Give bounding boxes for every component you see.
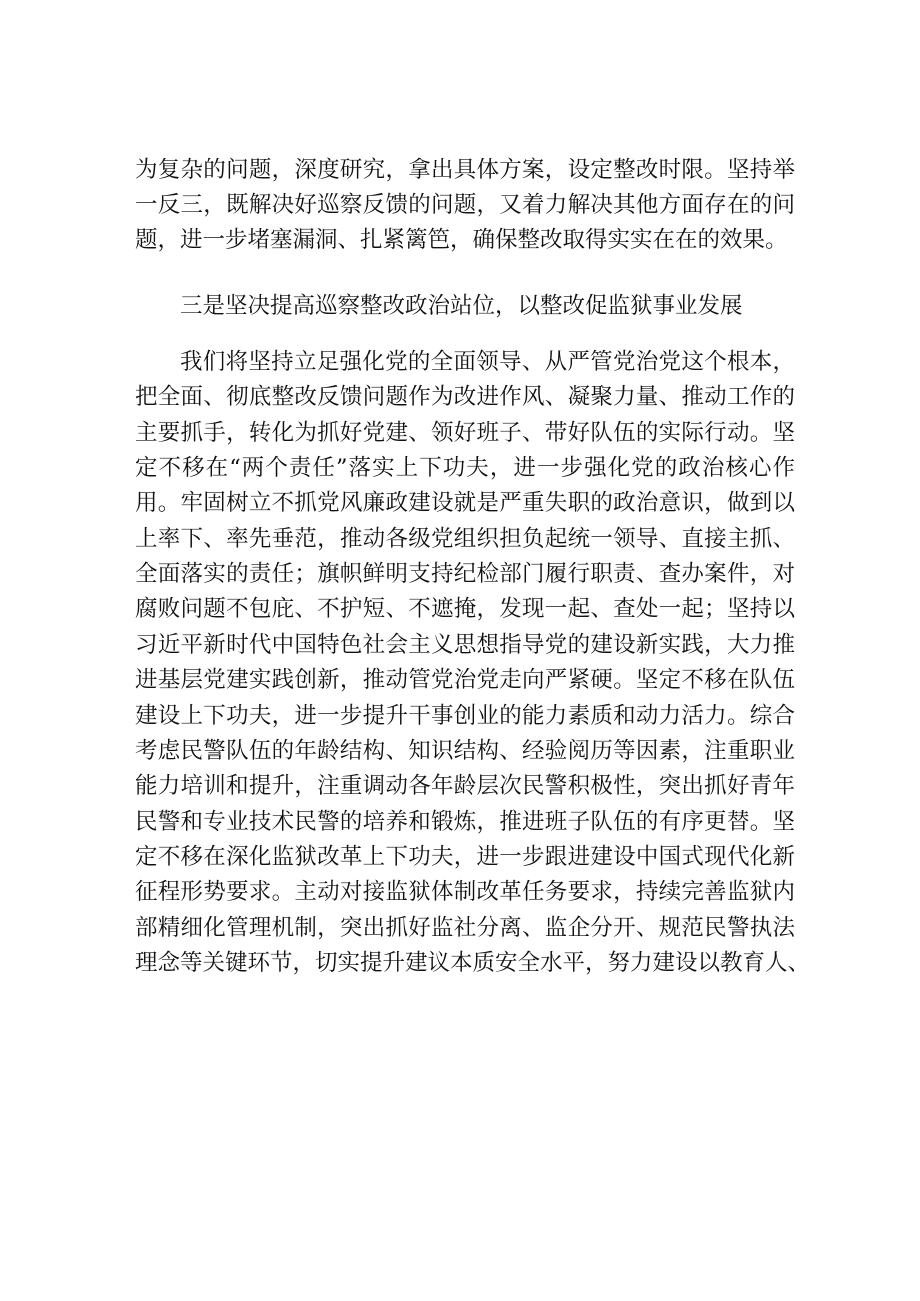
text-line: 理念等关键环节，切实提升建议本质安全水平，努力建设以教育人、 [135, 949, 811, 976]
text-line: 主要抓手，转化为抓好党建、领好班子、带好队伍的实际行动。坚 [135, 419, 795, 446]
text-line: 考虑民警队伍的年龄结构、知识结构、经验阅历等因素，注重职业 [135, 737, 795, 764]
text-line: 为复杂的问题，深度研究，拿出具体方案，设定整改时限。坚持举 [135, 157, 795, 183]
text-line: 全面落实的责任；旗帜鲜明支持纪检部门履行职责、查办案件，对 [135, 561, 795, 588]
text-line: 习近平新时代中国特色社会主义思想指导党的建设新实践，大力推 [135, 631, 795, 658]
text-line: 能力培训和提升，注重调动各年龄层次民警积极性，突出抓好青年 [135, 773, 795, 800]
text-line: 一反三，既解决好巡察反馈的问题，又着力解决其他方面存在的问 [135, 192, 795, 219]
text-line: 定不移在“两个责任”落实上下功夫，进一步强化党的政治核心作 [135, 455, 795, 482]
text-line: 部精细化管理机制，突出抓好监社分离、监企分开、规范民警执法 [135, 914, 795, 941]
text-line: 定不移在深化监狱改革上下功夫，进一步跟进建设中国式现代化新 [135, 843, 795, 870]
text-line: 题，进一步堵塞漏洞、扎紧篱笆，确保整改取得实实在在的效果。 [135, 227, 788, 254]
text-line: 进基层党建实践创新，推动管党治党走向严紧硬。坚定不移在队伍 [135, 667, 795, 694]
text-line: 用。牢固树立不抓党风廉政建设就是严重失职的政治意识，做到以 [135, 490, 795, 517]
text-line: 民警和专业技术民警的培养和锻炼，推进班子队伍的有序更替。坚 [135, 808, 795, 835]
text-line: 腐败问题不包庇、不护短、不遮掩，发现一起、查处一起；坚持以 [135, 596, 795, 623]
text-line: 上率下、率先垂范，推动各级党组织担负起统一领导、直接主抓、 [135, 525, 795, 552]
text-line: 把全面、彻底整改反馈问题作为改进作风、凝聚力量、推动工作的 [135, 384, 795, 411]
text-line: 建设上下功夫，进一步提升干事创业的能力素质和动力活力。综合 [135, 702, 795, 729]
text-line: 征程形势要求。主动对接监狱体制改革任务要求，持续完善监狱内 [135, 879, 795, 906]
text-line: 三是坚决提高巡察整改政治站位，以整改促监狱事业发展 [180, 293, 743, 319]
text-line: 我们将坚持立足强化党的全面领导、从严管党治党这个根本， [180, 349, 795, 375]
